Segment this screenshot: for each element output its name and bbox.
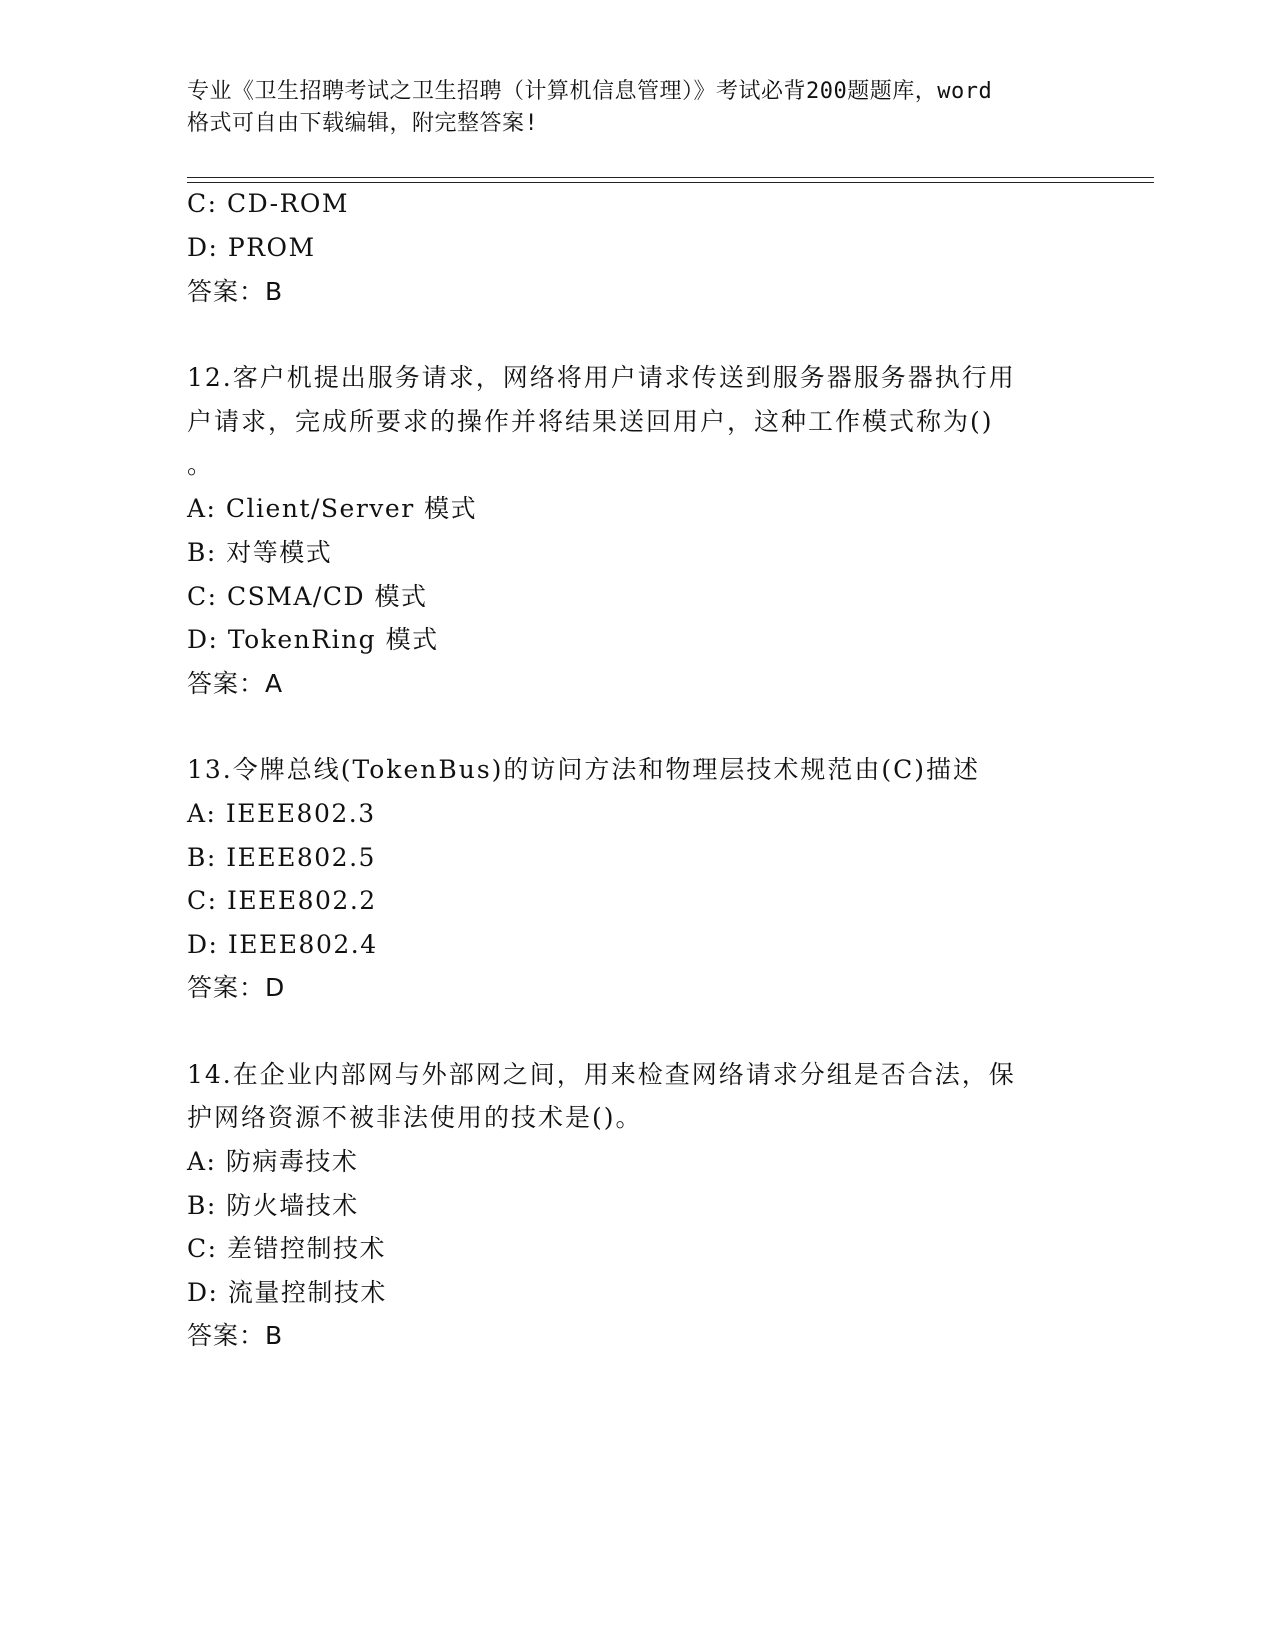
- q13-answer: 答案：D: [187, 973, 286, 1002]
- q14-option-b: B: 防火墙技术: [187, 1191, 359, 1220]
- q14-option-a: A: 防病毒技术: [187, 1147, 359, 1176]
- q13-text-line-1: 13.令牌总线(TokenBus)的访问方法和物理层技术规范由(C)描述: [187, 755, 981, 784]
- prev-option-d: D: PROM: [187, 233, 316, 262]
- header-divider-bottom: [187, 182, 1154, 183]
- q12-text-line-2: 户请求，完成所要求的操作并将结果送回用户，这种工作模式称为(): [187, 407, 994, 436]
- prev-option-c: C: CD-ROM: [187, 189, 349, 218]
- q14-answer: 答案：B: [187, 1321, 284, 1350]
- q14-option-c: C: 差错控制技术: [187, 1234, 386, 1263]
- prev-answer: 答案：B: [187, 277, 284, 306]
- q13-option-c: C: IEEE802.2: [187, 886, 377, 915]
- q14-text-line-2: 护网络资源不被非法使用的技术是()。: [187, 1103, 643, 1132]
- q13-option-d: D: IEEE802.4: [187, 930, 378, 959]
- q12-option-b: B: 对等模式: [187, 538, 333, 567]
- q12-option-d: D: TokenRing 模式: [187, 625, 439, 654]
- q13-option-a: A: IEEE802.3: [187, 799, 376, 828]
- q14-text-line-1: 14.在企业内部网与外部网之间，用来检查网络请求分组是否合法，保: [187, 1060, 1016, 1089]
- q12-text-line-3: 。: [187, 450, 215, 479]
- header-line-1: 专业《卫生招聘考试之卫生招聘（计算机信息管理）》考试必背200题题库，word: [187, 79, 993, 104]
- q13-option-b: B: IEEE802.5: [187, 843, 376, 872]
- header-divider-top: [187, 177, 1154, 178]
- header-line-2: 格式可自由下载编辑，附完整答案!: [187, 111, 539, 136]
- q12-option-c: C: CSMA/CD 模式: [187, 582, 428, 611]
- q12-text-line-1: 12.客户机提出服务请求，网络将用户请求传送到服务器服务器执行用: [187, 363, 1016, 392]
- q14-option-d: D: 流量控制技术: [187, 1278, 387, 1307]
- q12-answer: 答案：A: [187, 669, 284, 698]
- document-header: [187, 76, 1087, 140]
- q12-option-a: A: Client/Server 模式: [187, 494, 478, 523]
